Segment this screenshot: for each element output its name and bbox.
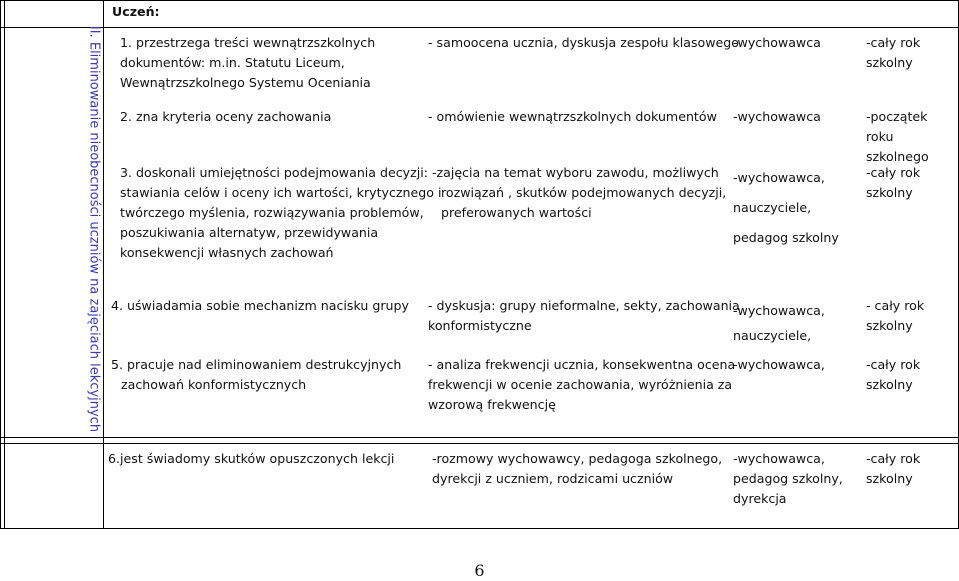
- row-2-goal: 2. zna kryteria oceny zachowania: [120, 109, 332, 124]
- row-2-term: -początek roku szkolnego: [866, 109, 929, 164]
- left-inner-border: [4, 0, 5, 529]
- row-3-term: -cały rok szkolny: [866, 165, 921, 200]
- row-1-goal: 1. przestrzega treści wewnątrzszkolnych dokumentów: m.in. Statutu Liceum, Wewnątrzszkolnego Systemu Oceniania: [120, 35, 376, 90]
- row-3-method: -zajęcia na temat wyboru zawodu, możliwych rozwiązań , skutków podejmowanych decyzji, preferowanych wartości: [432, 165, 727, 220]
- row-5-responsible: -wychowawca,: [733, 357, 825, 372]
- row-1-term: -cały rok szkolny: [866, 35, 921, 70]
- row-6-responsible: -wychowawca, pedagog szkolny, dyrekcja: [733, 451, 843, 506]
- row-3-responsible: -wychowawca, nauczyciele, pedagog szkolny: [733, 170, 839, 245]
- row-3-goal: 3. doskonali umiejętności podejmowania decyzji: stawiania celów i oceny ich wartości, krytycznego i twórczego myślenia, rozwiązywania problemów, poszukiwania alternatyw, przewidywania konsekwencji własnych zachowań: [120, 165, 442, 260]
- row-4-goal: 4. uświadamia sobie mechanizm nacisku grupy: [111, 298, 409, 313]
- row-6-term: -cały rok szkolny: [866, 451, 921, 486]
- row-5-term: -cały rok szkolny: [866, 357, 921, 392]
- row-6-method: -rozmowy wychowawcy, pedagoga szkolnego, dyrekcji z uczniem, rodzicami uczniów: [432, 451, 723, 486]
- row-1-method: - samoocena ucznia, dyskusja zespołu klasowego: [428, 35, 739, 50]
- row-4-method: - dyskusja: grupy nieformalne, sekty, zachowania konformistyczne: [428, 298, 740, 333]
- page-number: 6: [474, 561, 485, 580]
- header-label: Uczeń:: [112, 4, 160, 19]
- row-5-method: - analiza frekwencji ucznia, konsekwentna ocena frekwencji w ocenie zachowania, wyróżnienia za wzorową frekwencję: [428, 357, 736, 412]
- row-2-method: - omówienie wewnątrzszkolnych dokumentów: [428, 109, 717, 124]
- header-divider: [0, 27, 959, 28]
- row-5-goal: 5. pracuje nad eliminowaniem destrukcyjnych zachowań konformistycznych: [111, 357, 402, 392]
- section-divider: [0, 437, 959, 438]
- row-4-responsible: -wychowawca, nauczyciele,: [733, 303, 825, 343]
- table-bottom-border: [0, 528, 959, 529]
- table-top-border: [0, 0, 959, 1]
- row-1-responsible: -wychowawca: [733, 35, 821, 50]
- row-6-goal: 6.jest świadomy skutków opuszczonych lekcji: [108, 451, 395, 466]
- section-title: II. Eliminowanie nieobecności uczniów na zajęciach lekcyjnych: [86, 25, 102, 433]
- row-2-responsible: -wychowawca: [733, 109, 821, 124]
- left-outer-border: [0, 0, 1, 529]
- row-4-term: - cały rok szkolny: [866, 298, 925, 333]
- table-divider: [0, 443, 959, 444]
